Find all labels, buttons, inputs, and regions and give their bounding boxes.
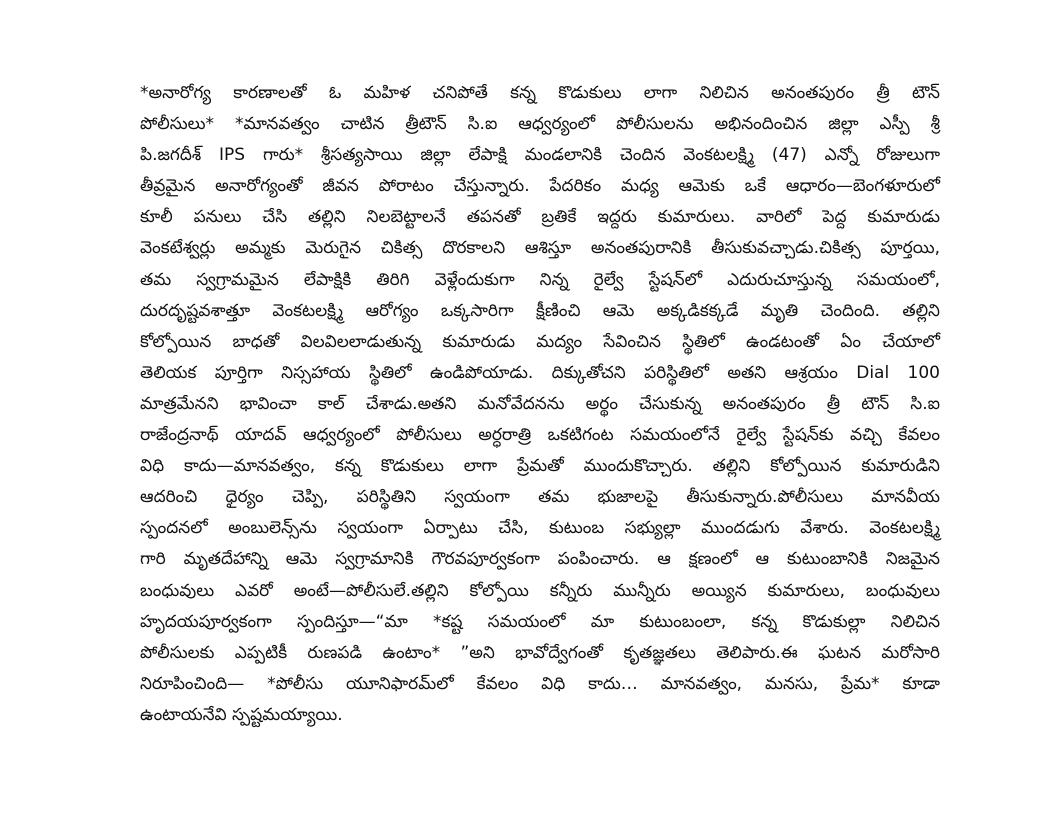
text-line: వెంకటేశ్వర్లు అమ్మకు మెరుగైన చికిత్స దొరకాలని ఆశిస్తూ అనంతపురానికి తీసుకువచ్చాడు.చికిత్స పూర్తయి, [140,238,940,259]
text-line-last: ఉంటాయనేవి స్పష్టమయ్యాయి. [140,704,343,725]
text-line: హృదయపూర్వకంగా స్పందిస్తూ—“మా *కష్ట సమయంలో మా కుటుంబంలా, కన్న కొడుకుల్లా నిలిచిన [140,611,940,632]
text-line: గారి మృతదేహాన్ని ఆమె స్వగ్రామానికి గౌరవపూర్వకంగా పంపించారు. ఆ క్షణంలో ఆ కుటుంబానికి నిజమైన [140,549,940,570]
text-line: దురదృష్టవశాత్తూ వెంకటలక్ష్మి ఆరోగ్యం ఒక్కసారిగా క్షీణించి ఆమె అక్కడికక్కడే మృతి చెందింది. తల్లిని [140,300,940,321]
text-line: పోలీసులు* *మానవత్వం చాటిన త్రీటౌన్ సి.ఐ ఆధ్వర్యంలో పోలీసులను అభినందించిన జిల్లా ఎస్పీ శ్రీ [140,114,940,135]
text-line: నిరూపించింది— *పోలీసు యూనిఫారమ్‌లో కేవలం విధి కాదు… మానవత్వం, మనసు, ప్రేమ* కూడా [140,673,940,694]
text-line: విధి కాదు—మానవత్వం, కన్న కొడుకులు లాగా ప్రేమతో ముందుకొచ్చారు. తల్లిని కోల్పోయిన కుమారుడిని [140,456,940,477]
text-line: మాత్రమేనని భావించా కాల్ చేశాడు.అతని మనోవేదనను అర్థం చేసుకున్న అనంతపురం త్రీ టౌన్ సి.ఐ [140,393,940,414]
text-line: పోలీసులకు ఎప్పటికీ రుణపడి ఉంటాం* ”అని భావోద్వేగంతో కృతజ్ఞతలు తెలిపారు.ఈ ఘటన మరోసారి [140,642,940,663]
text-line: కూలీ పనులు చేసి తల్లిని నిలబెట్టాలనే తపనతో బ్రతికే ఇద్దరు కుమారులు. వారిలో పెద్ద కుమారుడు [140,207,940,228]
article-body [140,78,940,731]
text-line: పి.జగదీశ్ IPS గారు* శ్రీసత్యసాయి జిల్లా లేపాక్షి మండలానికి చెందిన వెంకటలక్ష్మి (47) ఎన్నో రోజులుగా [140,145,940,166]
text-line: తెలియక పూర్తిగా నిస్సహాయ స్థితిలో ఉండిపోయాడు. దిక్కుతోచని పరిస్థితిలో అతని ఆశ్రయం Dial 100 [140,362,940,383]
text-line: ఆదరించి ధైర్యం చెప్పి, పరిస్థితిని స్వయంగా తమ భుజాలపై తీసుకున్నారు.పోలీసులు మానవీయ [140,487,940,508]
text-line: రాజేంద్రనాథ్ యాదవ్ ఆధ్వర్యంలో పోలీసులు అర్ధరాత్రి ఒకటిగంట సమయంలోనే రైల్వే స్టేషన్‌కు వచ్చి కేవలం [140,425,940,446]
text-line: బంధువులు ఎవరో అంటే—పోలీసులే.తల్లిని కోల్పోయి కన్నీరు మున్నీరు అయ్యిన కుమారులు, బంధువులు [140,580,940,601]
text-line: స్పందనలో అంబులెన్స్‌ను స్వయంగా ఏర్పాటు చేసి, కుటుంబ సభ్యుల్లా ముందడుగు వేశారు. వెంకటలక్ష్మి [140,518,940,539]
text-line: తీవ్రమైన అనారోగ్యంతో జీవన పోరాటం చేస్తున్నారు. పేదరికం మధ్య ఆమెకు ఒకే ఆధారం—బెంగళూరులో [140,176,940,197]
text-line: కోల్పోయిన బాధతో విలవిలలాడుతున్న కుమారుడు మద్యం సేవించిన స్థితిలో ఉండటంతో ఏం చేయాలో [140,331,940,352]
text-line: *అనారోగ్య కారణాలతో ఓ మహిళ చనిపోతే కన్న కొడుకులు లాగా నిలిచిన అనంతపురం త్రీ టౌన్ [140,83,940,103]
text-line: తమ స్వగ్రామమైన లేపాక్షికి తిరిగి వెళ్లేందుకుగా నిన్న రైల్వే స్టేషన్‌లో ఎదురుచూస్తున్న సమయంలో, [140,269,940,290]
